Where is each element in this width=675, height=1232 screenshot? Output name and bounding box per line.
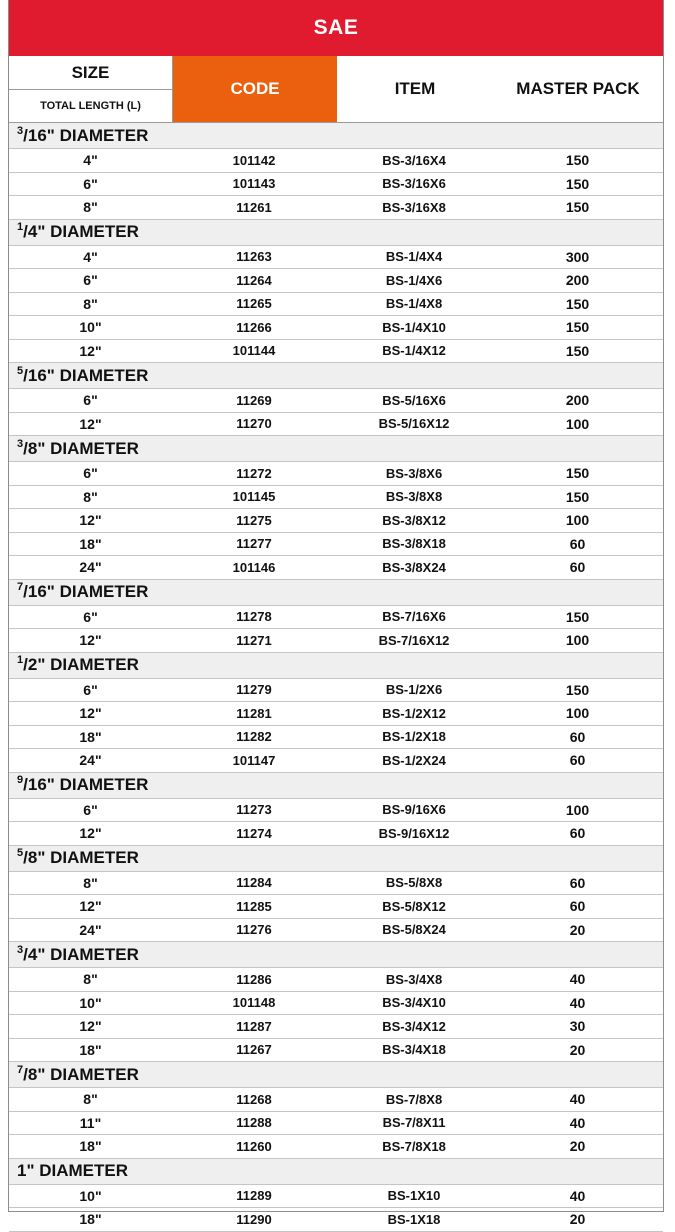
diameter-denominator: 4 (27, 944, 38, 964)
table-row (9, 173, 663, 197)
item-header: ITEM (394, 79, 436, 98)
diameter-group-heading (9, 653, 663, 679)
table-row (9, 679, 663, 703)
master-pack-cell: 20 (569, 1138, 586, 1155)
master-pack-cell: 60 (569, 559, 586, 576)
size-cell: 18" (79, 1041, 102, 1058)
diameter-suffix: " DIAMETER (46, 775, 149, 794)
table-header (9, 56, 663, 123)
master-pack-cell: 150 (565, 681, 590, 698)
item-cell: BS-1/4X6 (385, 272, 443, 288)
master-pack-cell: 20 (569, 921, 586, 938)
master-pack-cell: 150 (565, 199, 590, 216)
item-cell: BS-3/8X6 (385, 465, 443, 481)
diameter-group-heading (9, 773, 663, 799)
diameter-group-heading (9, 1062, 663, 1088)
table-row (9, 533, 663, 557)
size-cell: 10" (79, 319, 102, 336)
master-pack-cell: 100 (565, 801, 590, 818)
code-cell: 11266 (236, 319, 272, 335)
item-cell: BS-1/2X18 (382, 729, 446, 745)
code-cell: 101143 (232, 176, 276, 192)
code-cell: 11281 (236, 705, 272, 721)
code-cell: 11272 (236, 465, 272, 481)
master-pack-cell: 60 (569, 752, 586, 769)
item-cell: BS-1/2X12 (382, 705, 446, 721)
size-cell: 12" (79, 1018, 102, 1035)
table-row (9, 1135, 663, 1159)
diameter-denominator: 2 (27, 655, 38, 674)
master-pack-cell: 100 (565, 512, 590, 529)
table-row (9, 462, 663, 486)
size-cell: 24" (79, 752, 102, 769)
size-cell: 24" (79, 921, 102, 938)
diameter-numerator: 7 (17, 581, 24, 593)
table-row (9, 246, 663, 270)
master-pack-cell: 200 (565, 272, 590, 289)
diameter-suffix: " DIAMETER (46, 125, 149, 145)
code-cell: 11263 (236, 249, 272, 265)
item-cell: BS-1/4X4 (385, 249, 443, 265)
diameter-numerator: 3 (17, 124, 24, 137)
table-row (9, 1088, 663, 1112)
code-cell: 11273 (236, 802, 272, 818)
master-pack-cell: 20 (569, 1041, 586, 1058)
master-pack-cell: 150 (565, 175, 590, 192)
size-header (9, 56, 173, 122)
size-cell: 18" (79, 1138, 102, 1155)
diameter-numerator: 7 (17, 1063, 24, 1076)
fraction-slash: / (23, 944, 28, 964)
item-cell: BS-3/16X4 (382, 152, 446, 168)
item-cell: BS-3/16X6 (382, 176, 446, 192)
diameter-denominator: 16 (27, 582, 47, 601)
diameter-suffix: " DIAMETER (37, 944, 139, 964)
size-cell: 6" (83, 392, 98, 409)
diameter-numerator: 5 (17, 364, 24, 377)
code-cell: 11265 (236, 296, 272, 312)
diameter-suffix: " DIAMETER (46, 365, 149, 385)
size-cell: 6" (83, 681, 98, 698)
item-cell: BS-5/8X8 (385, 875, 443, 891)
size-cell: 4" (83, 152, 98, 169)
table-row (9, 1185, 663, 1209)
diameter-label: 1" DIAMETER (17, 1161, 129, 1180)
size-cell: 10" (79, 1187, 102, 1204)
table-row (9, 486, 663, 510)
master-pack-cell: 40 (569, 1091, 586, 1108)
size-cell: 18" (79, 535, 102, 552)
master-pack-cell: 150 (565, 608, 590, 625)
fraction-slash: / (23, 775, 28, 794)
item-cell: BS-9/16X6 (382, 802, 446, 818)
diameter-group-heading (9, 123, 663, 149)
master-pack-cell: 40 (569, 1187, 586, 1204)
size-cell: 24" (79, 559, 102, 576)
code-cell: 11287 (236, 1018, 272, 1034)
item-cell: BS-5/8X12 (382, 898, 446, 914)
code-cell: 11285 (236, 898, 272, 914)
item-cell: BS-1/2X24 (382, 752, 446, 768)
table-row (9, 1112, 663, 1136)
code-cell: 11267 (236, 1042, 272, 1058)
size-cell: 8" (83, 874, 98, 891)
master-pack-cell: 60 (569, 874, 586, 891)
table-row (9, 340, 663, 364)
table-row (9, 919, 663, 943)
code-cell: 101147 (232, 752, 276, 768)
item-cell: BS-3/4X18 (382, 1042, 446, 1058)
table-row (9, 702, 663, 726)
code-cell: 11271 (236, 632, 272, 648)
diameter-suffix: " DIAMETER (37, 1064, 139, 1084)
diameter-suffix: " DIAMETER (37, 222, 139, 241)
size-cell: 11" (79, 1114, 102, 1131)
master-pack-cell: 100 (565, 632, 590, 649)
table-row (9, 726, 663, 750)
master-pack-cell: 40 (569, 994, 586, 1011)
table-row (9, 872, 663, 896)
code-cell: 11279 (236, 682, 272, 698)
code-cell: 11261 (236, 199, 272, 215)
code-cell: 11275 (236, 512, 272, 528)
table-row (9, 629, 663, 653)
table-row (9, 269, 663, 293)
item-cell: BS-7/8X18 (382, 1138, 446, 1154)
table-row (9, 389, 663, 413)
size-cell: 6" (83, 608, 98, 625)
fraction-slash: / (23, 438, 28, 458)
table-row (9, 293, 663, 317)
diameter-group-heading (9, 846, 663, 872)
fraction-slash: / (23, 1064, 28, 1084)
item-cell: BS-5/8X24 (382, 922, 446, 938)
item-cell: BS-3/8X8 (385, 489, 443, 505)
diameter-group-heading (9, 363, 663, 389)
diameter-group-heading (9, 220, 663, 246)
item-cell: BS-1/2X6 (385, 682, 443, 698)
item-cell: BS-1X18 (387, 1211, 441, 1227)
item-cell: BS-3/8X24 (382, 559, 446, 575)
diameter-suffix: " DIAMETER (46, 582, 149, 601)
item-cell: BS-7/16X12 (378, 632, 450, 648)
item-cell: BS-1/4X12 (382, 343, 446, 359)
item-cell: BS-1X10 (387, 1188, 441, 1204)
table-row (9, 316, 663, 340)
code-cell: 11282 (236, 729, 272, 745)
table-row (9, 1208, 663, 1232)
table-row (9, 556, 663, 580)
code-cell: 11290 (236, 1211, 272, 1227)
table-row (9, 968, 663, 992)
code-cell: 11274 (236, 825, 272, 841)
diameter-numerator: 5 (17, 847, 24, 859)
item-cell: BS-7/8X8 (385, 1091, 443, 1107)
fraction-slash: / (23, 655, 28, 674)
code-cell: 101146 (232, 559, 276, 575)
diameter-numerator: 1 (17, 654, 24, 666)
size-cell: 18" (79, 728, 102, 745)
item-cell: BS-3/8X18 (382, 536, 446, 552)
size-cell: 8" (83, 971, 98, 988)
size-cell: 12" (79, 825, 102, 842)
code-cell: 11278 (236, 609, 272, 625)
fraction-slash: / (23, 125, 28, 145)
code-cell: 101145 (232, 489, 276, 505)
diameter-suffix: " DIAMETER (37, 655, 139, 674)
diameter-denominator: 4 (27, 222, 38, 241)
diameter-suffix: " DIAMETER (37, 848, 139, 867)
item-cell: BS-7/16X6 (382, 609, 446, 625)
master-pack-cell: 20 (569, 1211, 586, 1228)
code-cell: 11286 (236, 971, 272, 987)
code-cell: 11289 (236, 1188, 272, 1204)
table-row (9, 413, 663, 437)
table-row (9, 822, 663, 846)
table-row (9, 509, 663, 533)
master-pack-cell: 150 (565, 152, 590, 169)
size-cell: 12" (79, 415, 102, 432)
master-pack-cell: 150 (565, 488, 590, 505)
size-cell: 6" (83, 801, 98, 818)
size-cell: 8" (83, 199, 98, 216)
code-cell: 11276 (236, 922, 272, 938)
size-header-label: SIZE (9, 56, 172, 90)
table-row (9, 895, 663, 919)
code-cell: 11284 (236, 875, 272, 891)
item-cell: BS-3/8X12 (382, 512, 446, 528)
table-title: SAE (9, 0, 663, 56)
diameter-denominator: 16 (27, 125, 47, 145)
code-cell: 11288 (236, 1115, 272, 1131)
item-cell: BS-3/4X12 (382, 1018, 446, 1034)
master-pack-cell: 150 (565, 295, 590, 312)
fraction-slash: / (23, 848, 28, 867)
diameter-numerator: 9 (17, 774, 24, 786)
diameter-denominator: 8 (27, 1064, 38, 1084)
size-cell: 6" (83, 465, 98, 482)
size-cell: 18" (79, 1211, 102, 1228)
code-cell: 11269 (236, 392, 272, 408)
size-cell: 8" (83, 1091, 98, 1108)
master-pack-cell: 40 (569, 1114, 586, 1131)
table-row (9, 1039, 663, 1063)
master-pack-cell: 100 (565, 705, 590, 722)
master-pack-header: MASTER PACK (516, 79, 640, 98)
diameter-numerator: 3 (17, 437, 24, 450)
size-cell: 12" (79, 632, 102, 649)
sae-table (8, 0, 664, 1228)
diameter-suffix: " DIAMETER (37, 438, 139, 458)
item-cell: BS-1/4X8 (385, 296, 443, 312)
size-cell: 6" (83, 175, 98, 192)
code-cell: 101148 (232, 995, 276, 1011)
size-cell: 6" (83, 272, 98, 289)
master-pack-cell: 60 (569, 825, 586, 842)
master-pack-cell: 30 (569, 1018, 586, 1035)
size-cell: 8" (83, 295, 98, 312)
diameter-group-heading (9, 1159, 663, 1185)
master-pack-cell: 60 (569, 728, 586, 745)
code-cell: 11277 (236, 536, 272, 552)
item-cell: BS-9/16X12 (378, 825, 450, 841)
master-pack-cell: 150 (565, 319, 590, 336)
code-cell: 101142 (232, 152, 276, 168)
diameter-numerator: 1 (17, 221, 24, 233)
fraction-slash: / (23, 582, 28, 601)
diameter-group-heading (9, 436, 663, 462)
diameter-denominator: 16 (27, 775, 47, 794)
size-cell: 8" (83, 488, 98, 505)
code-cell: 11268 (236, 1091, 272, 1107)
table-row (9, 749, 663, 773)
fraction-slash: / (23, 365, 28, 385)
diameter-denominator: 16 (27, 365, 47, 385)
table-row (9, 196, 663, 220)
master-pack-cell: 40 (569, 971, 586, 988)
master-pack-cell: 60 (569, 898, 586, 915)
table-body (9, 123, 663, 1232)
table-row (9, 606, 663, 630)
code-cell: 11260 (236, 1138, 272, 1154)
diameter-numerator: 3 (17, 943, 24, 956)
item-cell: BS-3/4X8 (385, 971, 443, 987)
master-pack-cell: 100 (565, 415, 590, 432)
master-pack-cell: 300 (565, 248, 590, 265)
master-pack-cell: 200 (565, 392, 590, 409)
table-row (9, 149, 663, 173)
diameter-denominator: 8 (27, 848, 38, 867)
size-header-sublabel: TOTAL LENGTH (L) (40, 100, 141, 112)
code-cell: 11270 (236, 416, 272, 432)
size-cell: 12" (79, 342, 102, 359)
code-cell: 101144 (232, 343, 276, 359)
diameter-group-heading (9, 580, 663, 606)
size-cell: 4" (83, 248, 98, 265)
master-pack-cell: 150 (565, 465, 590, 482)
table-row (9, 799, 663, 823)
master-pack-cell: 60 (569, 535, 586, 552)
size-cell: 12" (79, 898, 102, 915)
item-cell: BS-1/4X10 (382, 319, 446, 335)
size-cell: 10" (79, 994, 102, 1011)
size-cell: 12" (79, 705, 102, 722)
code-header: CODE (173, 56, 337, 122)
item-cell: BS-5/16X12 (378, 416, 450, 432)
item-cell: BS-7/8X11 (382, 1115, 446, 1131)
table-row (9, 1015, 663, 1039)
code-cell: 11264 (236, 272, 272, 288)
diameter-group-heading (9, 942, 663, 968)
fraction-slash: / (23, 222, 28, 241)
master-pack-cell: 150 (565, 342, 590, 359)
size-cell: 12" (79, 512, 102, 529)
item-cell: BS-3/16X8 (382, 199, 446, 215)
table-row (9, 992, 663, 1016)
item-cell: BS-5/16X6 (382, 392, 446, 408)
diameter-denominator: 8 (27, 438, 38, 458)
item-cell: BS-3/4X10 (382, 995, 446, 1011)
